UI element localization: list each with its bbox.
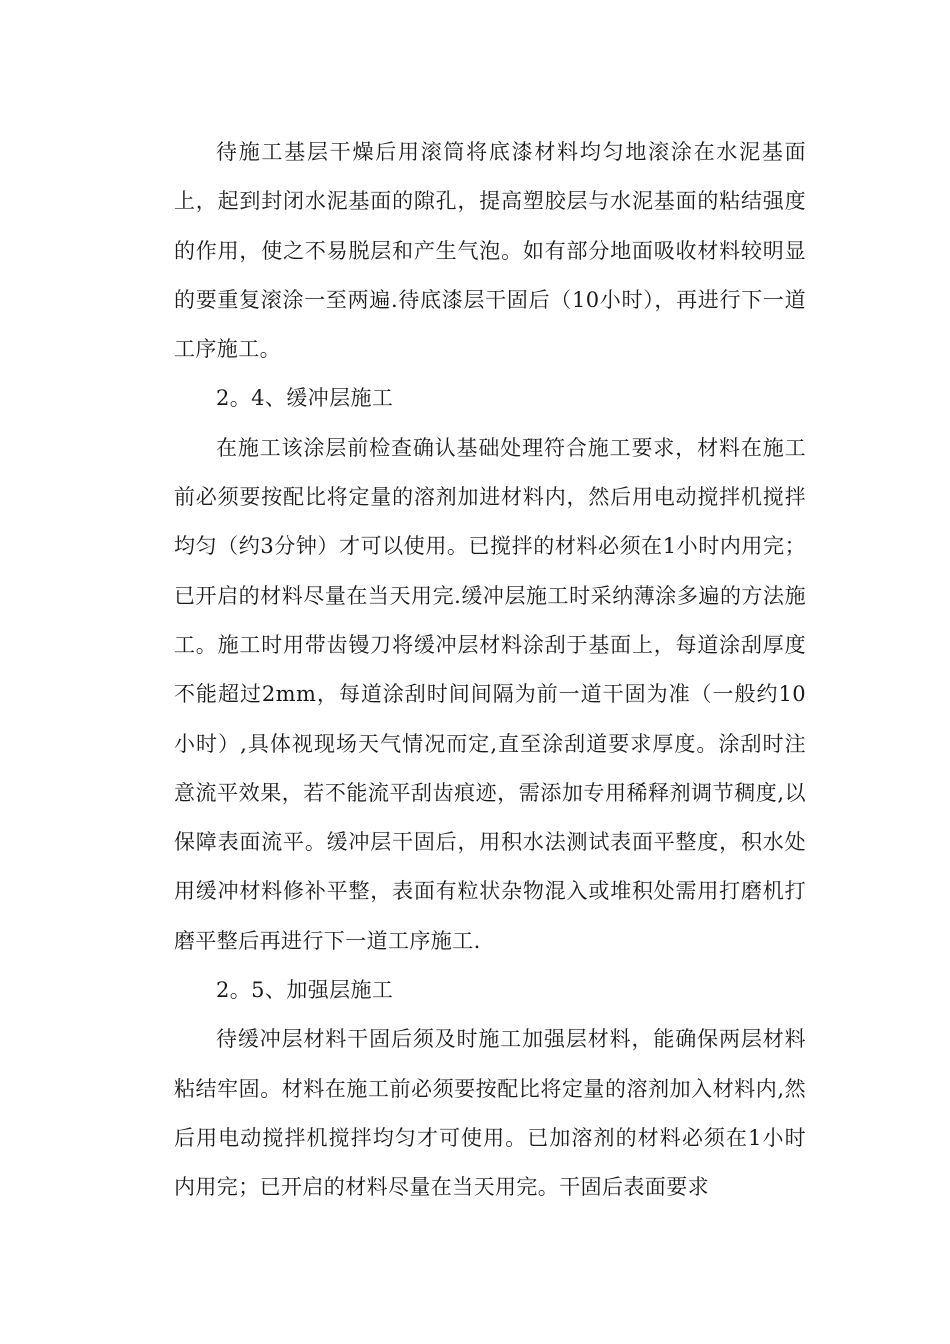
section-heading-cushion-layer: 2。4、缓冲层施工	[216, 386, 394, 411]
paragraph-reinforcement-layer: 待缓冲层材料干固后须及时施工加强层材料，能确保两层材料粘结牢固。材料在施工前必须要按配比将定量的溶剂加入材料内,然后用电动搅拌机搅拌均匀才可使用。已加溶剂的材料必须在1小时内用完；已开启的材料尽量在当天用完。干固后表面要求	[174, 1027, 806, 1200]
paragraph-primer-layer: 待施工基层干燥后用滚筒将底漆材料均匀地滚涂在水泥基面上，起到封闭水泥基面的隙孔，提高塑胶层与水泥基面的粘结强度的作用，使之不易脱层和产生气泡。如有部分地面吸收材料较明显的要重复滚涂一至两遍.待底漆层干固后（10小时），再进行下一道工序施工。	[174, 140, 806, 362]
section-heading-reinforcement-layer: 2。5、加强层施工	[216, 978, 394, 1003]
document-body	[174, 128, 806, 1213]
paragraph-cushion-layer: 在施工该涂层前检查确认基础处理符合施工要求，材料在施工前必须要按配比将定量的溶剂加进材料内，然后用电动搅拌机搅拌均匀（约3分钟）才可以使用。已搅拌的材料必须在1小时内用完；已开启的材料尽量在当天用完.缓冲层施工时采纳薄涂多遍的方法施工。施工时用带齿镘刀将缓冲层材料涂刮于基面上，每道涂刮厚度不能超过2mm，每道涂刮时间间隔为前一道干固为准（一般约10小时）,具体视现场天气情况而定,直至涂刮道要求厚度。涂刮时注意流平效果，若不能流平刮齿痕迹，需添加专用稀释剂调节稠度,以保障表面流平。缓冲层干固后，用积水法测试表面平整度，积水处用缓冲材料修补平整，表面有粒状杂物混入或堆积处需用打磨机打磨平整后再进行下一道工序施工.	[174, 435, 806, 953]
